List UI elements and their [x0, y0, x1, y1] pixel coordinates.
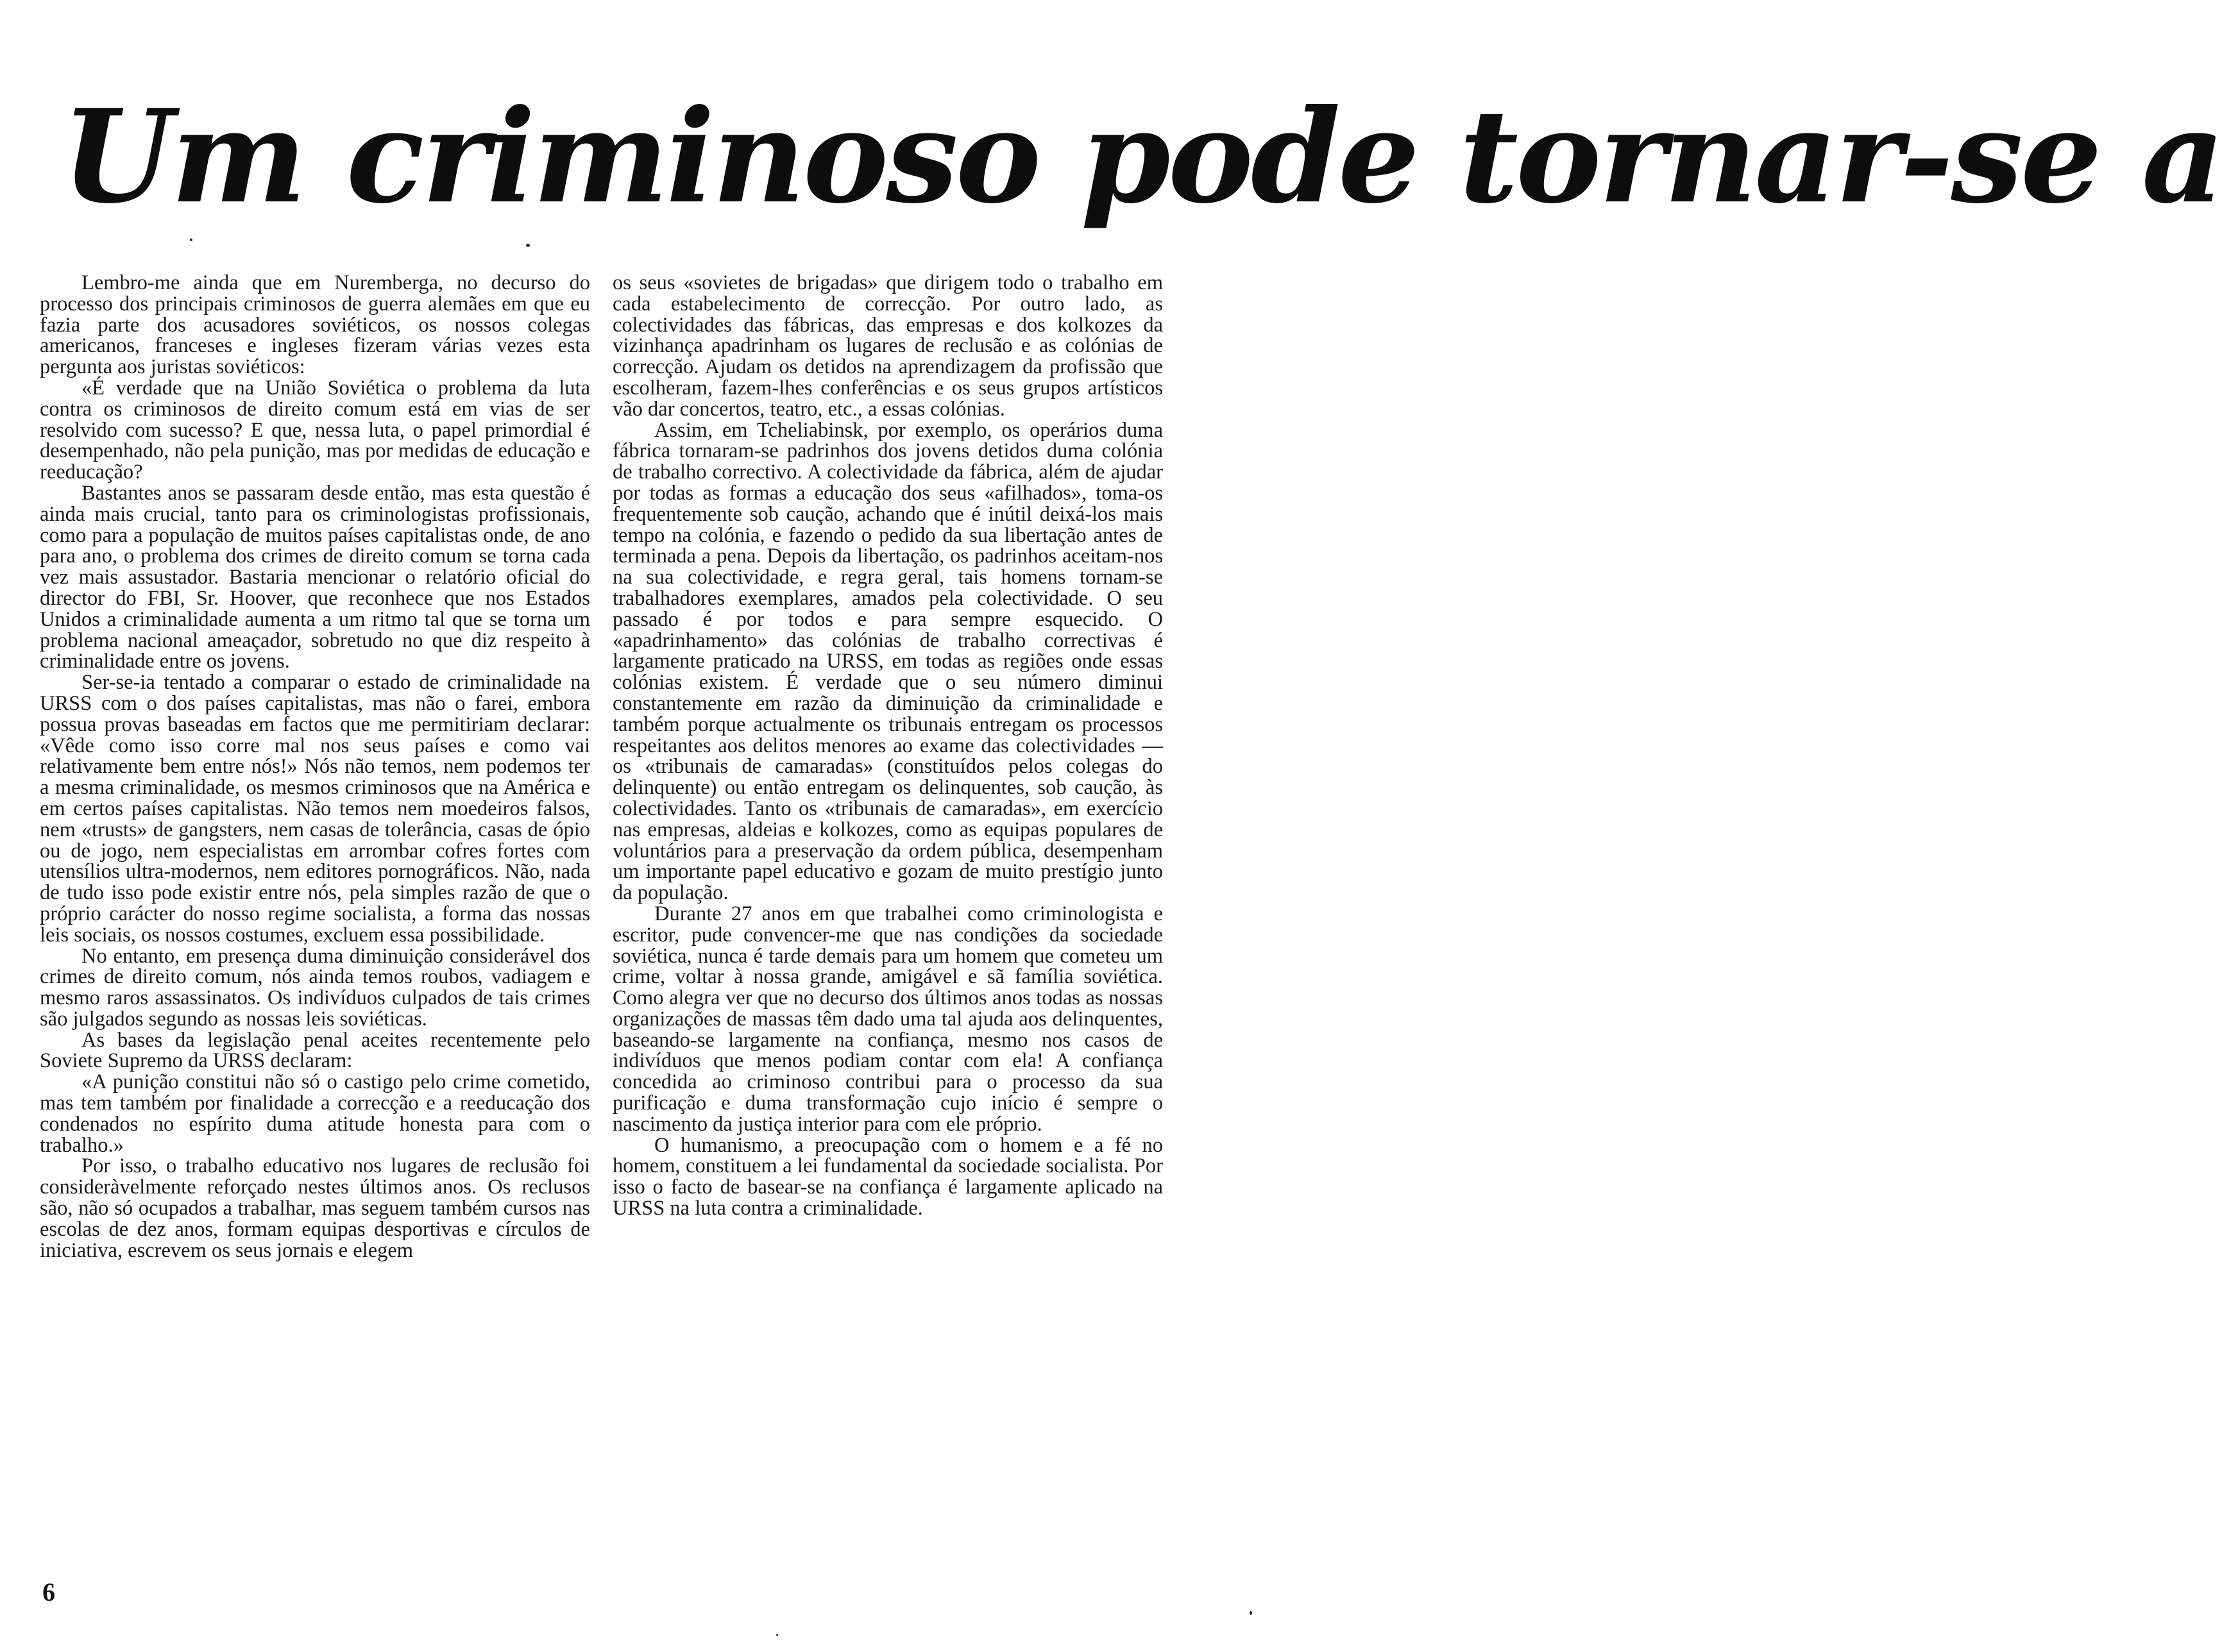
- paragraph: No entanto, em presença duma diminuição considerável dos crimes de direito comum, nós ainda temos roubos, vadiagem e mesmo raros assassinatos. Os indivíduos culpados de tais crimes são julgados segundo as nossas leis soviéticas.: [40, 944, 590, 1031]
- paragraph: os seus «sovietes de brigadas» que dirigem todo o trabalho em cada estabelecimento de correcção. Por outro lado, as colectividades das fábricas, das empresas e dos kolkozes da vizinhança apadrinham os lugares de reclusão e as colónias de correcção. Ajudam os detidos na aprendizagem da profissão que escolheram, fazem-lhes conferências e os seus grupos artísticos vão dar concertos, teatro, etc., a essas colónias.: [613, 271, 1163, 421]
- paragraph: «É verdade que na União Soviética o problema da luta contra os criminosos de direito comum está em vias de ser resolvido com sucesso? E que, nessa luta, o papel primordial é desempenhado, não pela punição, mas por medidas de educação e reeducação?: [40, 376, 590, 484]
- paragraph: Por isso, o trabalho educativo nos lugares de reclusão foi consideràvelmente reforçado nestes últimos anos. Os reclusos são, não só ocupados a trabalhar, mas seguem também cursos nas escolas de dez anos, formam equipas desportivas e círculos de iniciativa, escrevem os seus jornais e elegem: [40, 1154, 590, 1262]
- ink-speck: [526, 244, 530, 247]
- article-column-right: [613, 273, 1163, 1606]
- ink-speck: [776, 1634, 778, 1636]
- page-number: 6: [42, 1578, 55, 1606]
- paragraph: «A punição constitui não só o castigo pelo crime cometido, mas tem também por finalidade a correcção e a reeducação dos condenados no espírito duma atitude honesta para com o trabalho.»: [40, 1070, 590, 1157]
- headline: Um criminoso pode tornar-se a: [62, 81, 2222, 232]
- ink-speck: [190, 239, 192, 241]
- ink-speck: [1250, 1611, 1252, 1615]
- paragraph: Bastantes anos se passaram desde então, mas esta questão é ainda mais crucial, tanto para os criminologistas profissionais, como para a população de muitos países capitalistas onde, de ano para ano, o problema dos crimes de direito comum se torna cada vez mais assustador. Bastaria mencionar o relatório oficial do director do FBI, Sr. Hoover, que reconhece que nos Estados Unidos a criminalidade aumenta a um ritmo tal que se torna um problema nacional ameaçador, sobretudo no que diz respeito à criminalidade entre os jovens.: [40, 481, 590, 673]
- paragraph: Durante 27 anos em que trabalhei como criminologista e escritor, pude convencer-me que nas condições da sociedade soviética, nunca é tarde demais para um homem que cometeu um crime, voltar à nossa grande, amigável e sã família soviética. Como alegra ver que no decurso dos últimos anos todas as nossas organizações de massas têm dado uma tal ajuda aos delinquentes, baseando-se largamente na confiança, mesmo nos casos de indivíduos que menos podiam contar com ela! A confiança concedida ao criminoso contribui para o processo da sua purificação e duma transformação cujo início é sempre o nascimento da justiça interior para com ele próprio.: [613, 902, 1163, 1136]
- paragraph: Lembro-me ainda que em Nuremberga, no decurso do processo dos principais criminosos de guerra alemães em que eu fazia parte dos acusadores soviéticos, os nossos colegas americanos, franceses e ingleses fizeram várias vezes esta pergunta aos juristas soviéticos:: [40, 271, 590, 379]
- paragraph: O humanismo, a preocupação com o homem e a fé no homem, constituem a lei fundamental da sociedade socialista. Por isso o facto de basear-se na confiança é largamente aplicado na URSS na luta contra a criminalidade.: [613, 1133, 1163, 1220]
- article-column-left: [40, 273, 590, 1606]
- paragraph: As bases da legislação penal aceites recentemente pelo Soviete Supremo da URSS declaram:: [40, 1028, 590, 1073]
- paragraph: Ser-se-ia tentado a comparar o estado de criminalidade na URSS com o dos países capitalistas, mas não o farei, embora possua provas baseadas em factos que me permitiriam declarar: «Vêde como isso corre mal nos seus países e como vai relativamente bem entre nós!» Nós não temos, nem podemos ter a mesma criminalidade, os mesmos criminosos que na América e em certos países capitalistas. Não temos nem moedeiros falsos, nem «trusts» de gangsters, nem casas de tolerância, casas de ópio ou de jogo, nem especialistas em arrombar cofres fortes com utensílios ultra-modernos, nem editores pornográficos. Não, nada de tudo isso pode existir entre nós, pela simples razão de que o próprio carácter do nosso regime socialista, a forma das nossas leis sociais, os nossos costumes, excluem essa possibilidade.: [40, 671, 590, 947]
- paragraph: Assim, em Tcheliabinsk, por exemplo, os operários duma fábrica tornaram-se padrinhos dos jovens detidos duma colónia de trabalho correctivo. A colectividade da fábrica, além de ajudar por todas as formas a educação dos seus «afilhados», toma-os frequentemente sob caução, achando que é inútil deixá-los mais tempo na colónia, e fazendo o pedido da sua libertação antes de terminada a pena. Depois da libertação, os padrinhos aceitam-nos na sua colectividade, e regra geral, tais homens tornam-se trabalhadores exemplares, amados pela colectividade. O seu passado é por todos e para sempre esquecido. O «apadrinhamento» das colónias de trabalho correctivas é largamente praticado na URSS, em todas as regiões onde essas colónias existem. É verdade que o seu número diminui constantemente em razão da diminuição da criminalidade e também porque actualmente os tribunais entregam os processos respeitantes aos delitos menores ao exame das colectividades — os «tribunais de camaradas» (constituídos pelos colegas do delinquente) ou então entregam os delinquentes, sob caução, às colectividades. Tanto os «tribunais de camaradas», em exercício nas empresas, aldeias e kolkozes, como as equipas populares de voluntários para a preservação da ordem pública, desempenham um importante papel educativo e gozam de muito prestígio junto da população.: [613, 418, 1163, 905]
